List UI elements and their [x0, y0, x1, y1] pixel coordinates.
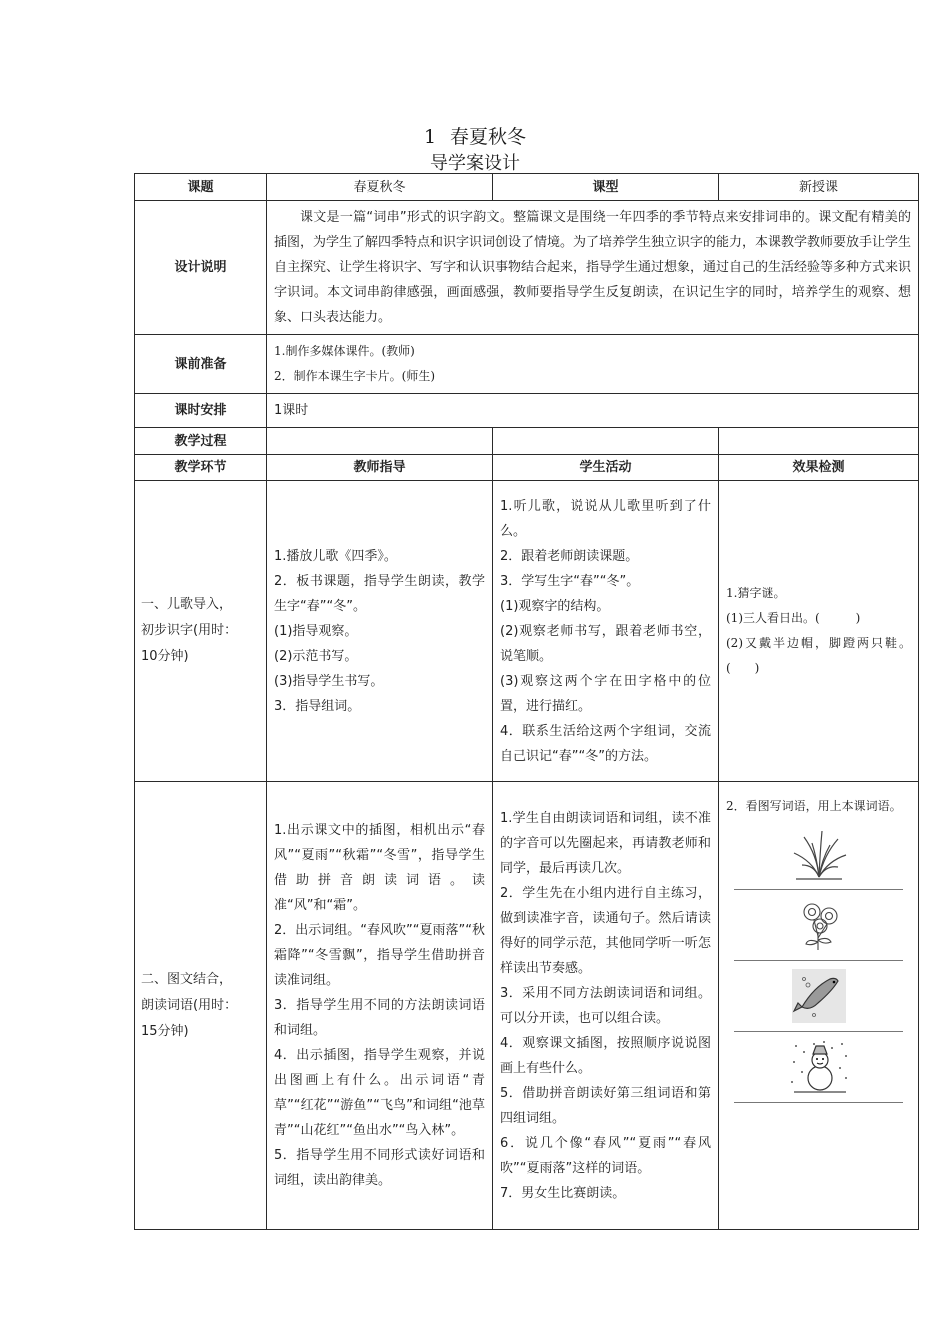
answer-line — [734, 889, 903, 890]
teacher-step: 1.播放儿歌《四季》。 — [274, 548, 397, 564]
topic-row — [135, 174, 919, 201]
lesson-type-label: 课型 — [493, 174, 719, 201]
student-step: 2．学生先在小组内进行自主练习，做到读准字音，读通句子。然后请读得好的同学示范，其他同学听一听怎样读出节奏感。 — [500, 885, 711, 976]
teacher-step: (3)指导学生书写。 — [274, 673, 384, 689]
prep-item: 1.制作多媒体课件。(教师) — [274, 344, 415, 358]
student-step: 2．跟着老师朗读课题。 — [500, 548, 639, 564]
student-step: (2)观察老师书写，跟着老师书空，说笔顺。 — [500, 623, 711, 664]
stage2-check — [719, 782, 919, 1230]
student-step: 1.学生自由朗读词语和词组，读不准的字音可以先圈起来，再请教老师和同学，最后再读几次。 — [500, 810, 711, 876]
check-item: 1.猜字谜。 — [726, 586, 786, 600]
student-step: 5．借助拼音朗读好第三组词语和第四组词组。 — [500, 1085, 711, 1126]
topic-label: 课题 — [135, 174, 267, 201]
student-step: 4．观察课文插图，按照顺序说说图画上有些什么。 — [500, 1035, 711, 1076]
student-step: 3．采用不同方法朗读词语和词组。可以分开读，也可以组合读。 — [500, 985, 711, 1026]
teacher-step: 4．出示插图，指导学生观察，并说出图画上有什么。出示词语“青草”“红花”“游鱼”“飞鸟”和词组“池草青”“山花红”“鱼出水”“鸟入林”。 — [274, 1048, 485, 1138]
hours-label: 课时安排 — [135, 394, 267, 428]
student-step: 1.听儿歌，说说从儿歌里听到了什么。 — [500, 498, 711, 539]
student-step: 3．学写生字“春”“冬”。 — [500, 573, 640, 589]
stage1-label — [135, 481, 267, 782]
stage1-row — [135, 481, 919, 782]
teacher-step: 5．指导学生用不同形式读好词语和词组，读出韵律美。 — [274, 1148, 485, 1188]
teacher-step: (2)示范书写。 — [274, 648, 358, 664]
check-intro: 2．看图写词语，用上本课词语。 — [726, 799, 902, 813]
column-header-row — [135, 455, 919, 481]
check-item: (2)又戴半边帽，脚蹬两只鞋。( ) — [726, 636, 911, 675]
lesson-title-text: 春夏秋冬 — [450, 126, 527, 148]
teacher-step: (1)指导观察。 — [274, 623, 358, 639]
stage2-line: 二、图文结合， — [141, 971, 233, 987]
stage1-line: 初步识字(用时： — [141, 623, 238, 638]
teacher-step: 3．指导组词。 — [274, 698, 361, 714]
prep-label: 课前准备 — [135, 335, 267, 394]
lesson-number: 1 — [423, 126, 437, 148]
lesson-plan-table — [134, 173, 919, 1230]
hours-value: 1课时 — [267, 394, 919, 428]
teacher-step: 2．板书课题，指导学生朗读，教学生字“春”“冬”。 — [274, 573, 485, 614]
prep-items — [267, 335, 919, 394]
flower-icon — [784, 896, 854, 954]
subtitle: 导学案设计 — [430, 153, 520, 174]
teacher-step: 3．指导学生用不同的方法朗读词语和词组。 — [274, 998, 485, 1038]
teacher-step: 2．出示词组。“春风吹”“夏雨落”“秋霜降”“冬雪飘”，指导学生借助拼音读准词组。 — [274, 923, 485, 988]
stage2-line: 15分钟) — [141, 1023, 189, 1039]
col-teacher: 教师指导 — [267, 455, 493, 481]
stage1-line: 一、儿歌导入， — [141, 597, 233, 612]
lesson-title — [0, 122, 950, 149]
stage1-student — [493, 481, 719, 782]
col-stage: 教学环节 — [135, 455, 267, 481]
empty-cell — [267, 428, 493, 455]
empty-cell — [719, 428, 919, 455]
process-label: 教学过程 — [135, 428, 267, 455]
student-step: 6．说几个像“春风”“夏雨”“春风吹”“夏雨落”这样的词语。 — [500, 1135, 711, 1176]
col-check: 效果检测 — [719, 455, 919, 481]
student-step: 7．男女生比赛朗读。 — [500, 1185, 626, 1201]
answer-line — [734, 960, 903, 961]
student-step: 4．联系生活给这两个字组词，交流自己识记“春”“冬”的方法。 — [500, 723, 711, 764]
stage1-teacher — [267, 481, 493, 782]
design-label: 设计说明 — [135, 201, 267, 335]
check-item: (1)三人看日出。( ) — [726, 611, 861, 625]
answer-line — [734, 1031, 903, 1032]
teacher-step: 1.出示课文中的插图，相机出示“春风”“夏雨”“秋霜”“冬雪”，指导学生借助拼音朗读词语。读准“风”和“霜”。 — [274, 823, 485, 913]
prep-row — [135, 335, 919, 394]
empty-cell — [493, 428, 719, 455]
stage2-row — [135, 782, 919, 1230]
stage2-student — [493, 782, 719, 1230]
lesson-type-value: 新授课 — [719, 174, 919, 201]
design-row — [135, 201, 919, 335]
prep-item: 2．制作本课生字卡片。(师生) — [274, 369, 435, 383]
student-step: (1)观察字的结构。 — [500, 598, 610, 614]
process-row — [135, 428, 919, 455]
stage2-line: 朗读词语(用时： — [141, 997, 238, 1013]
student-step: (3)观察这两个字在田字格中的位置，进行描红。 — [500, 673, 711, 714]
stage2-teacher — [267, 782, 493, 1230]
snowman-icon — [784, 1038, 854, 1096]
design-text: 课文是一篇“词串”形式的识字韵文。整篇课文是围绕一年四季的季节特点来安排词串的。课文配有精美的插图，为学生了解四季特点和识字识词创设了情境。为了培养学生独立识字的能力，本课教学教师要放手让学生自主探究、让学生将识字、写字和认识事物结合起来，指导学生通过想象，通过自己的生活经验等多种方式来识字识词。本文词串韵律感强，画面感强，教师要指导学生反复朗读，在识记生字的同时，培养学生的观察、想象、口头表达能力。 — [274, 210, 912, 325]
grass-icon — [784, 825, 854, 883]
fish-icon — [784, 967, 854, 1025]
answer-line — [734, 1102, 903, 1103]
stage1-line: 10分钟) — [141, 649, 189, 664]
hours-row — [135, 394, 919, 428]
stage2-label — [135, 782, 267, 1230]
col-student: 学生活动 — [493, 455, 719, 481]
design-text-cell — [267, 201, 919, 335]
stage1-check — [719, 481, 919, 782]
topic-value: 春夏秋冬 — [267, 174, 493, 201]
